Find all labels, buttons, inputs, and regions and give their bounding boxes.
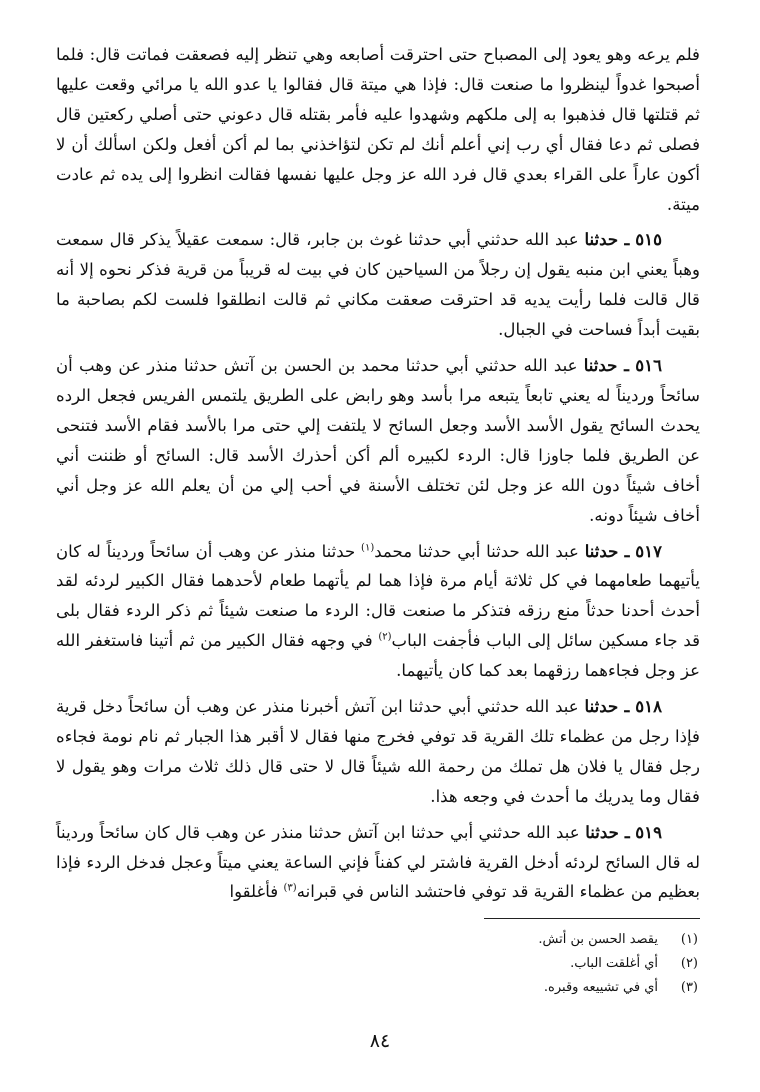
hadith-lead: ـ حدثنا [583, 355, 629, 376]
footnote-ref-1[interactable]: (١) [361, 541, 375, 553]
hadith-lead: ـ حدثنا [584, 229, 630, 250]
paragraph-text: فلم يرعه وهو يعود إلى المصباح حتى احترقت أصابعه وهي تنظر إليه فصعقت فماتت قال: فلما أصبحوا غدواً لينظروا ما صنعت قال: فإذا هي ميتة قال فقالوا يا عدو الله يا مرائي وقعت عليها ثم قتلتها قال فذهبوا به إلى ملكهم وشهدوا عليه فأمر بقتله قال دعوني حتى أصلي ركعتين قال فصلى ثم دعا فقال أي رب إني أعلم أنك لم تكن لتؤاخذني بما لم أكن أفعل ولكن اسألك أن لا أكون عاراً على القراء بعدي قال فرد الله عز وجل عليها نفسها فقالت انظروا إلى يده ثم عادت ميتة. [56, 45, 700, 214]
hadith-number: ٥١٥ [635, 229, 662, 250]
hadith-518 [56, 692, 700, 812]
footnote-divider [484, 918, 700, 919]
footnote-text: أي أغلقت الباب. [570, 956, 658, 971]
hadith-lead: ـ حدثنا [584, 540, 630, 561]
hadith-519 [56, 818, 700, 908]
footnotes [58, 928, 698, 1000]
paragraph-continuation [56, 40, 700, 219]
hadith-number: ٥١٩ [635, 821, 662, 842]
hadith-516 [56, 351, 700, 530]
hadith-text-part3: في وجهه فقال الكبير من ثم أتينا فاستغفر الله عز وجل فجاءهما رزقهما بعد كما كان يأتيهما. [56, 631, 700, 681]
footnote-text: أي في تشييعه وقبره. [543, 980, 658, 995]
hadith-text: عبد الله حدثني أبي حدثنا ابن آتش أخبرنا منذر عن وهب أن سائحاً دخل قرية فإذا رجل من عظماء تلك القرية قد توفي فخرج منها فقال لا أقبر هذا الجبار ثم نام نومة فجاءه رجل فقال يا فلان هل تملك من رحمة الله شيئاً قال لا حتى قال ذلك ثلاث مرات وهو يقول لا فقال وما يدريك ما أحدث في وجعه هذا. [56, 697, 700, 806]
footnote-text: يقصد الحسن بن أتش. [538, 932, 658, 947]
hadith-number: ٥١٦ [635, 355, 662, 376]
page-number: ٨٤ [369, 1030, 391, 1052]
hadith-text-part2: فأغلقوا [229, 882, 284, 902]
hadith-text-part1: عبد الله حدثنا أبي حدثنا محمد [374, 541, 585, 561]
hadith-515 [56, 225, 700, 345]
hadith-lead: ـ حدثنا [585, 821, 630, 842]
footnote-item [58, 952, 698, 976]
footnote-number: (١) [680, 932, 698, 947]
hadith-number: ٥١٧ [635, 540, 663, 561]
hadith-text-part2: حدثنا منذر عن وهب أن سائحاً ورديناً له كان يأتيهما طعامهما في كل ثلاثة أيام مرة فإذا هما لم يأتهما طعام لأحدهما فقال الكبير لردئه لقد أحدث أحدنا حدثاً منع رزقه فتذكر ما صنعت قال: الردء ما صنعت شيئاً ثم ذكر الردء فقال بلى قد جاء مسكين سائل إلى الباب فأجفت الباب [56, 541, 701, 651]
hadith-number: ٥١٨ [635, 696, 662, 717]
hadith-text: عبد الله حدثني أبي حدثنا محمد بن الحسن بن آتش حدثنا منذر عن وهب أن سائحاً ورديناً له يعني تابعاً يتبعه مرا بأسد وهو رابض على الطريق يلتمس الفريس فجعل الرده يحدث السائح يقول الأسد الأسد وجعل السائح لا يلتفت إلي حتى مرا بالأسد فقام الأسد فتنحى عن الطريق فلما جاوزا قال: الردء لكبيره ألم أكن أحذرك الأسد قال: السائح أو ظننت أني أخاف شيئاً دون الله عز وجل لئن تختلف الأسنة في أحب إلي من أن يعلم الله عز وجل أني أخاف شيئاً دونه. [56, 356, 700, 525]
footnote-number: (٣) [680, 980, 698, 995]
footnote-number: (٢) [680, 956, 698, 971]
hadith-517 [56, 537, 700, 687]
main-text [56, 40, 700, 913]
footnote-ref-3[interactable]: (٣) [283, 882, 297, 894]
footnote-ref-2[interactable]: (٢) [378, 631, 392, 643]
footnote-item [58, 928, 698, 952]
hadith-text: عبد الله حدثني أبي حدثنا غوث بن جابر، قال: سمعت عقيلاً يذكر قال سمعت وهباً يعني ابن منبه يقول إن رجلاً من السياحين كان في بيت له قريباً من قرية فذكر نحوه إلا أنه قال قالت فلما رأيت يديه قد احترقت صعقت مكاني ثم قالت انطلقوا فلست لكم بصاحبة ما بقيت أبداً فساحت في الجبال. [56, 230, 700, 340]
footnote-item [58, 976, 698, 1000]
hadith-text-part1: عبد الله حدثني أبي حدثنا ابن آتش حدثنا منذر عن وهب قال كان سائحاً ورديناً له قال السائح لردئه أدخل القرية فاشتر لي كفناً فإني الساعة يعني ميتاً وعجل فدخل الردء فإذا بعظيم من عظماء القرية قد توفي فاحتشد الناس في قبرانه [56, 822, 700, 902]
hadith-lead: ـ حدثنا [584, 696, 630, 717]
